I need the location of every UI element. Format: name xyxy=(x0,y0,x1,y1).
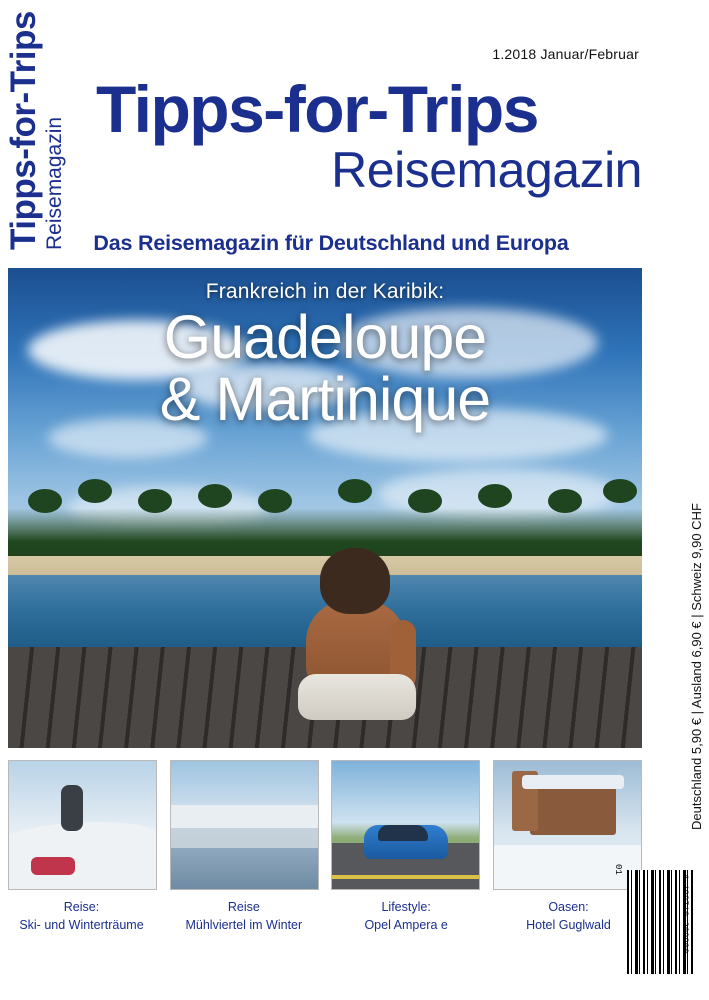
palm-tree xyxy=(28,489,62,513)
palm-tree xyxy=(408,489,442,513)
thumb-hotel-building xyxy=(530,783,616,835)
price-strip xyxy=(677,430,703,830)
boy-shorts xyxy=(298,674,416,720)
thumbnail-captions xyxy=(8,898,642,934)
caption-title: Mühlviertel im Winter xyxy=(185,918,303,933)
palm-tree xyxy=(138,489,172,513)
thumb-car-window xyxy=(378,825,428,841)
magazine-tagline: Das Reisemagazin für Deutschland und Europa xyxy=(93,231,569,255)
caption-title: Opel Ampera e xyxy=(364,918,448,933)
thumb-frost-trees xyxy=(171,805,318,828)
palm-tree xyxy=(198,484,232,508)
price-text: Deutschland 5,90 € | Ausland 6,90 € | Schweiz 9,90 CHF xyxy=(689,503,704,830)
cover-photo xyxy=(8,268,642,748)
thumb-road-marking xyxy=(332,875,479,879)
caption-opel-ampera xyxy=(333,898,480,934)
thumb-hotel-roof xyxy=(522,775,624,789)
issue-date: 1.2018 Januar/Februar xyxy=(492,46,639,62)
caption-hotel-guglwald xyxy=(495,898,642,934)
spine-inner xyxy=(6,11,66,250)
cover-headline-line2: & Martinique xyxy=(159,365,491,434)
spine-subtitle: Reisemagazin xyxy=(43,116,66,250)
spine-title-block xyxy=(0,0,90,260)
cover-headline-line1: Guadeloupe xyxy=(163,303,487,371)
cover-kicker: Frankreich in der Karibik: xyxy=(205,280,445,303)
photo-boy xyxy=(298,548,418,723)
caption-category: Lifestyle: xyxy=(381,900,431,914)
barcode-issue-code: 01 xyxy=(613,864,623,875)
thumb-reflection xyxy=(171,828,318,848)
magazine-subtitle: Reisemagazin xyxy=(331,141,642,198)
caption-title: Hotel Guglwald xyxy=(526,918,611,933)
caption-ski-winter xyxy=(8,898,155,934)
caption-muehlviertel xyxy=(170,898,317,934)
thumbnail-ski-winter xyxy=(8,760,157,890)
boy-head xyxy=(320,548,390,614)
masthead xyxy=(96,72,642,198)
thumbnail-row xyxy=(8,760,642,890)
caption-title: Ski- und Winterträume xyxy=(19,918,144,933)
barcode-block xyxy=(613,860,701,992)
thumbnail-muehlviertel xyxy=(170,760,319,890)
thumbnail-opel-ampera xyxy=(331,760,480,890)
palm-tree xyxy=(478,484,512,508)
caption-category: Oasen: xyxy=(548,900,589,914)
magazine-title: Tipps-for-Trips xyxy=(96,72,538,146)
palm-tree xyxy=(258,489,292,513)
cover-headline xyxy=(8,303,642,434)
caption-category: Reise: xyxy=(63,900,100,914)
caption-category: Reise xyxy=(227,900,260,914)
spine-title: Tipps-for-Trips xyxy=(4,11,43,250)
thumb-skier xyxy=(61,785,83,831)
thumb-snow xyxy=(8,822,157,889)
palm-tree xyxy=(548,489,582,513)
barcode-number: 4 199710 209900 xyxy=(680,874,689,954)
thumb-sled xyxy=(31,857,75,875)
